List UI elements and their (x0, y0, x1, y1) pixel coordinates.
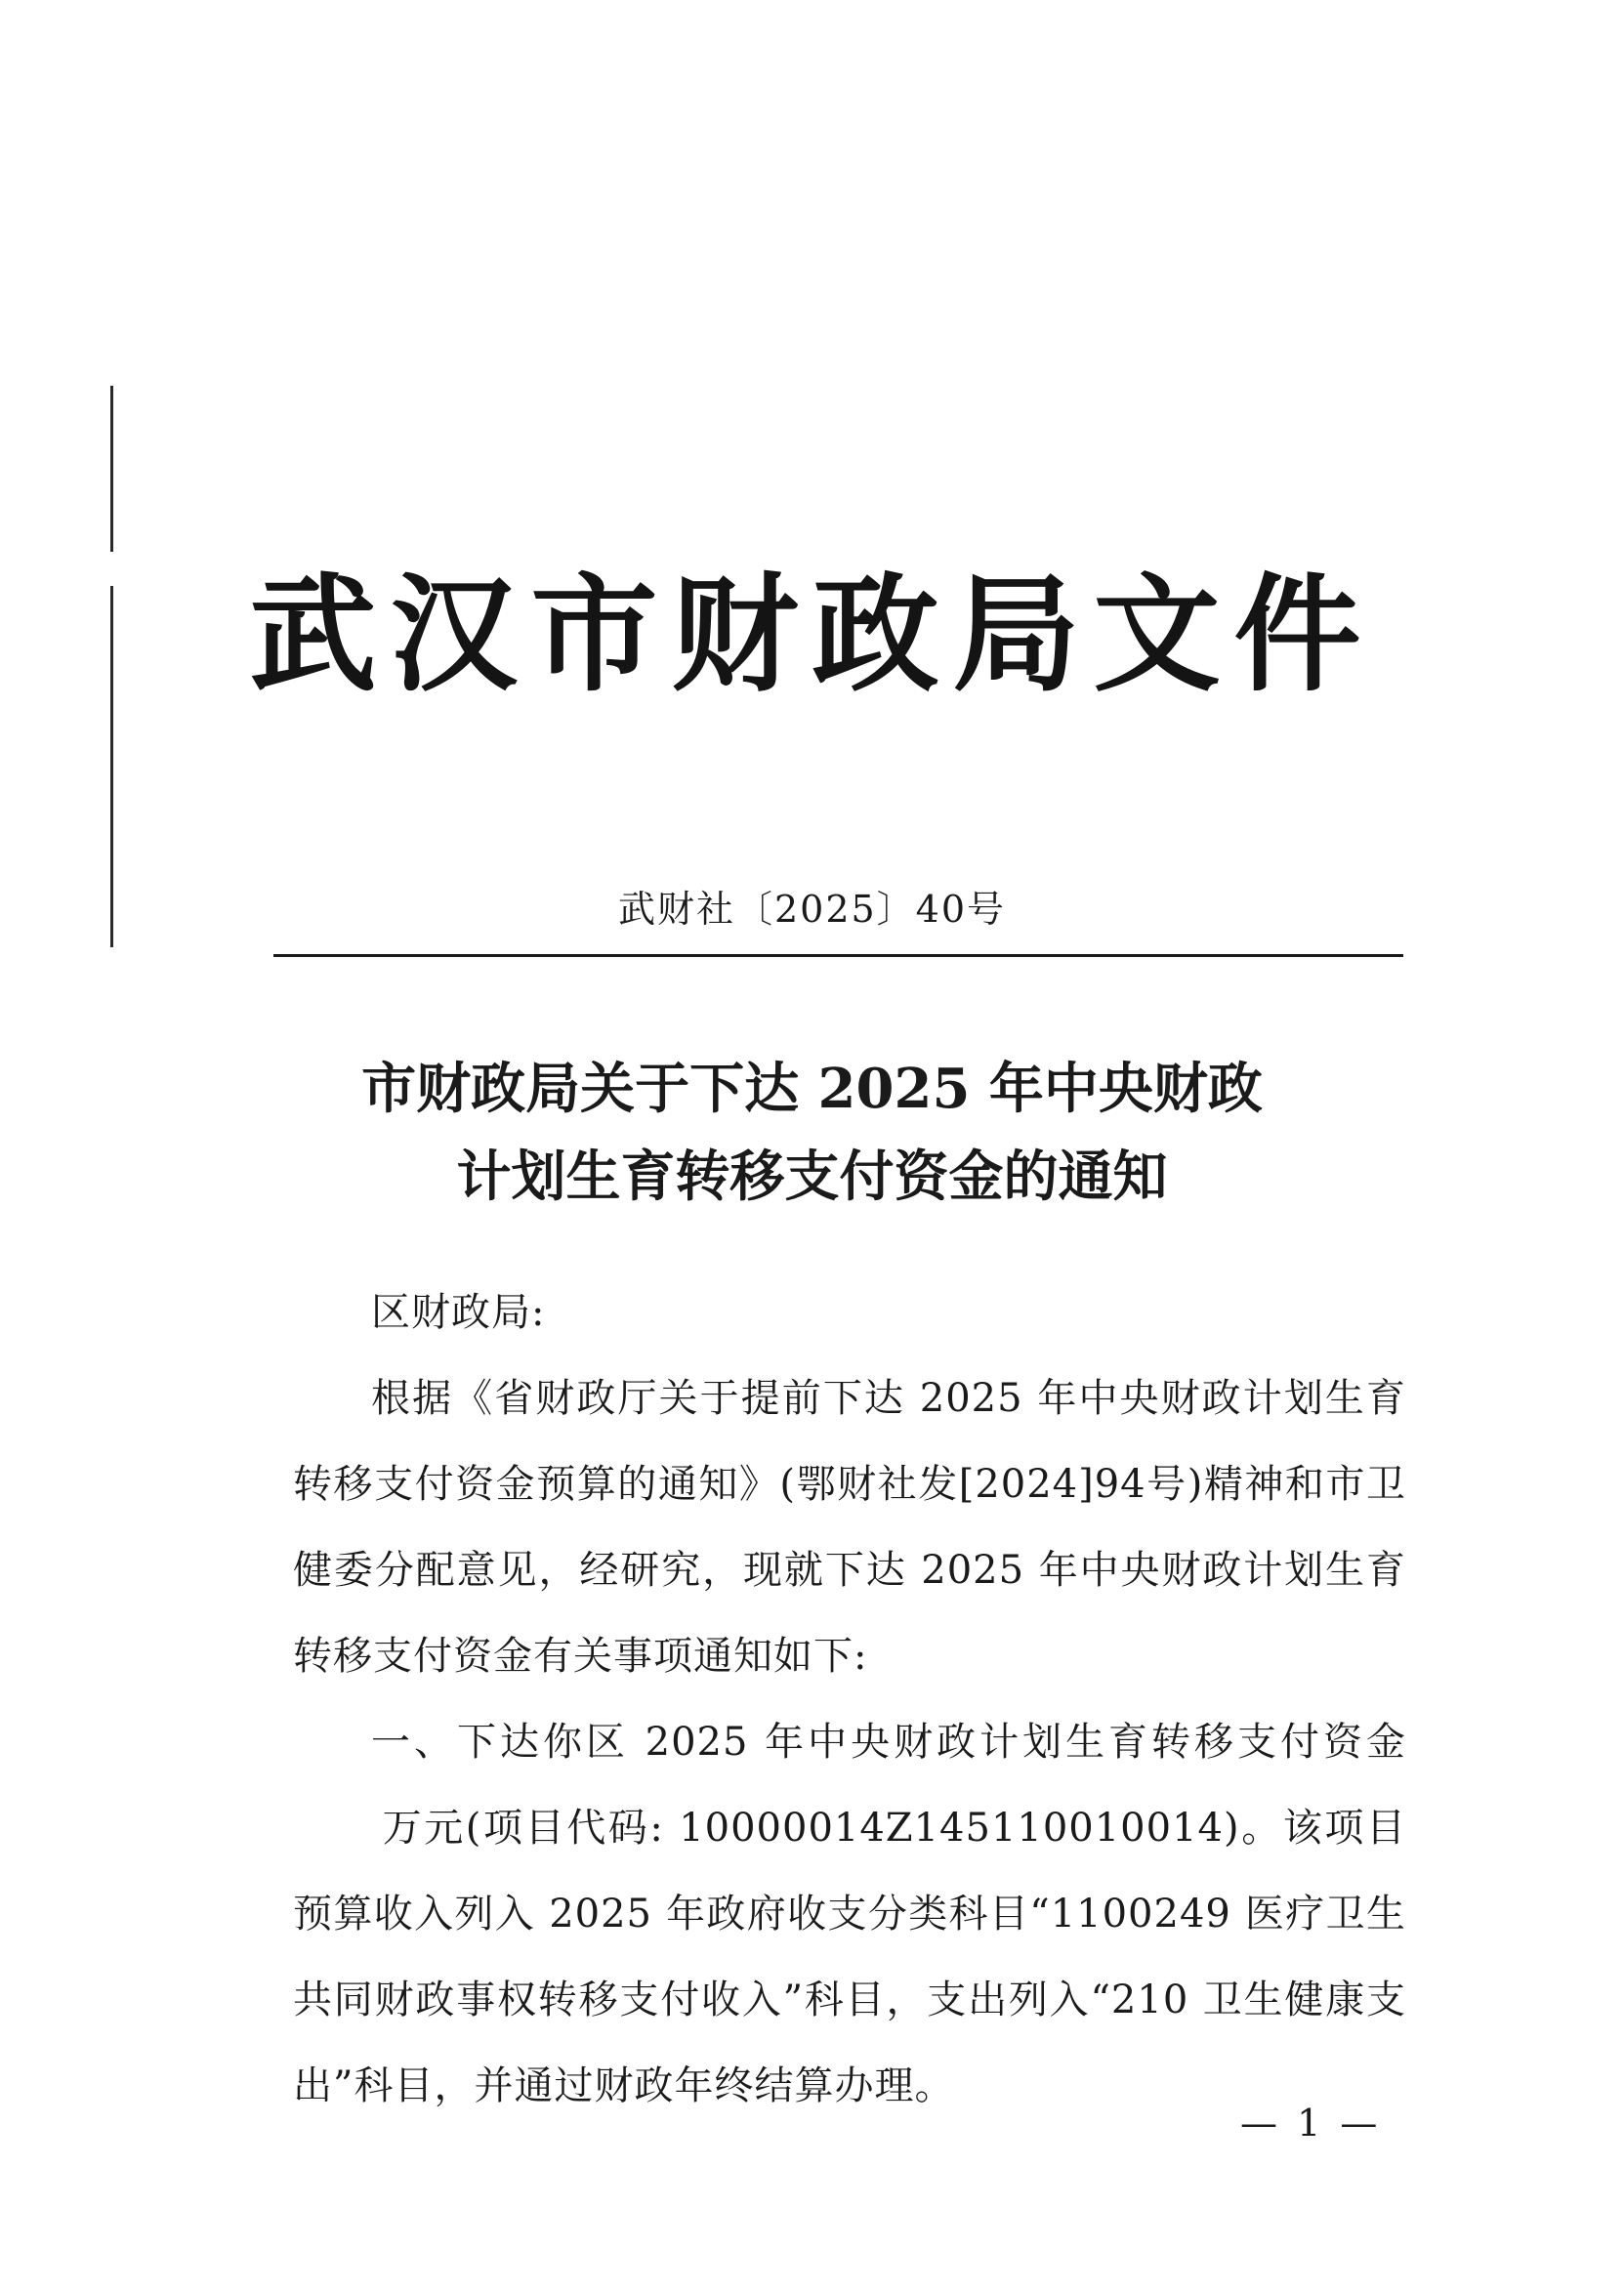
allocation-text-end: 万元(项目代码: 10000014Z145110010014)。该项目预算收入列入 2025 年政府收支分类科目“1100249 医疗卫生共同财政事权转移支付收入”科目，支出列入“210 卫生健康支出”科目，并通过财政年终结算办理。 (293, 1806, 1406, 2108)
paragraph-allocation (293, 1699, 1406, 2129)
document-title-line-1: 市财政局关于下达 2025 年中央财政 (361, 1057, 1263, 1121)
document-title (0, 1045, 1624, 1221)
issuer-header-title: 武汉市财政局文件 (249, 561, 1375, 709)
paragraph-intro: 根据《省财政厅关于提前下达 2025 年中央财政计划生育转移支付资金预算的通知》(鄂财社发[2024]94号)精神和市卫健委分配意见，经研究，现就下达 2025 年中央财政计划生育转移支付资金有关事项通知如下: (293, 1376, 1406, 1679)
binding-mark-top (110, 386, 113, 552)
page-number: — 1 — (1240, 2102, 1382, 2145)
allocation-text-start: 一、下达你区 2025 年中央财政计划生育转移支付资金 (371, 1720, 1406, 1765)
salutation: 区财政局: (371, 1290, 546, 1335)
header-divider (273, 954, 1403, 957)
document-number: 武财社〔2025〕40号 (617, 888, 1007, 931)
document-title-line-2: 计划生育转移支付资金的通知 (456, 1145, 1168, 1209)
document-body (293, 1270, 1406, 2129)
